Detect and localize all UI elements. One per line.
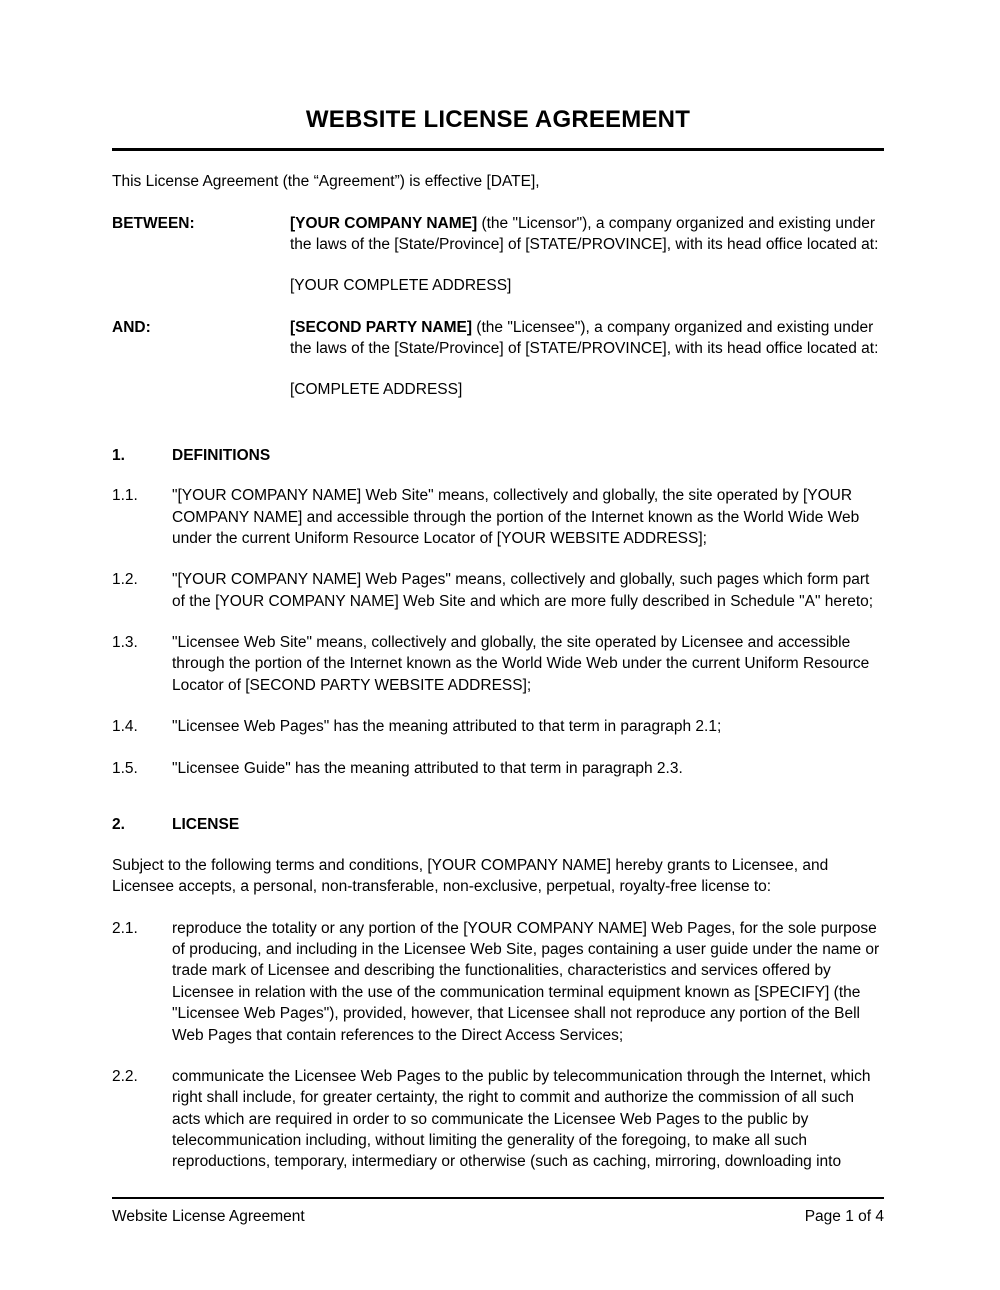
party-description-between bbox=[290, 213, 884, 256]
clause-number-2-2: 2.2. bbox=[112, 1067, 138, 1085]
clause-number-1-4: 1.4. bbox=[112, 718, 138, 736]
intro-paragraph: This License Agreement (the “Agreement”) is effective [DATE], bbox=[112, 172, 540, 190]
clause-number-1-2: 1.2. bbox=[112, 571, 138, 589]
section-heading-license bbox=[112, 816, 884, 834]
clause-1-2 bbox=[112, 569, 884, 612]
clause-1-5 bbox=[112, 758, 884, 779]
clause-text-1-1: "[YOUR COMPANY NAME] Web Site" means, collectively and globally, the site operated by [YOUR COMPANY NAME] and accessible through the portion of the Internet known as the World Wide Web under the current Uniform Resource Locator of [YOUR WEBSITE ADDRESS]; bbox=[172, 487, 860, 547]
section-2-lead-paragraph: Subject to the following terms and conditions, [YOUR COMPANY NAME] hereby grants to Licensee, and Licensee accepts, a personal, non-transferable, non-exclusive, perpetual, royalty-free license to: bbox=[112, 856, 829, 896]
clause-text-2-1: reproduce the totality or any portion of the [YOUR COMPANY NAME] Web Pages, for the sole purpose of producing, and including in the Licensee Web Site, pages containing a user guide under the name or trade mark of Licensee and describing the functionalities, characteristics and services offered by Licensee in relation with the use of the communication terminal equipment known as [SPECIFY] (the "Licensee Web Pages"), provided, however, that Licensee shall not reproduce any portion of the Bell Web Pages that contain references to the Direct Access Services; bbox=[172, 919, 880, 1044]
section-number-1: 1. bbox=[112, 447, 125, 465]
title-divider bbox=[112, 148, 884, 151]
footer-page-number: Page 1 of 4 bbox=[804, 1208, 884, 1225]
section-title-1: DEFINITIONS bbox=[172, 447, 271, 465]
clause-text-1-4: "Licensee Web Pages" has the meaning attributed to that term in paragraph 2.1; bbox=[172, 718, 722, 736]
footer-row bbox=[112, 1208, 884, 1226]
section-heading-definitions bbox=[112, 447, 884, 465]
clause-1-1 bbox=[112, 485, 884, 549]
clause-1-4 bbox=[112, 716, 884, 737]
party-row-and bbox=[112, 317, 884, 360]
party-body-licensee: (the "Licensee"), a company organized and existing under the laws of the [State/Province] of [STATE/PROVINCE], with its head office located at: bbox=[290, 319, 879, 358]
party-address-licensee: [COMPLETE ADDRESS] bbox=[290, 380, 463, 398]
clause-number-1-1: 1.1. bbox=[112, 487, 138, 505]
party-name-licensor: [YOUR COMPANY NAME] bbox=[290, 214, 478, 232]
clause-number-2-1: 2.1. bbox=[112, 919, 138, 937]
clause-text-2-2: communicate the Licensee Web Pages to the public by telecommunication through the Internet, which right shall include, for greater certainty, the right to commit and authorize the commission of all such acts which are required in order to so communicate the Licensee Web Pages to the public by telecommunication including, without limiting the generality of the foregoing, to make all such reproductions, temporary, intermediary or otherwise (such as caching, mirroring, downloading into bbox=[172, 1067, 871, 1171]
section-title-2: LICENSE bbox=[172, 815, 240, 833]
clause-text-1-5: "Licensee Guide" has the meaning attributed to that term in paragraph 2.3. bbox=[172, 759, 683, 777]
page-footer bbox=[112, 1197, 884, 1226]
party-label-and: AND: bbox=[112, 319, 151, 337]
document-content bbox=[112, 0, 884, 1173]
clause-2-1 bbox=[112, 918, 884, 1046]
section-number-2: 2. bbox=[112, 815, 125, 833]
party-row-between bbox=[112, 213, 884, 256]
clause-number-1-3: 1.3. bbox=[112, 634, 138, 652]
footer-divider bbox=[112, 1197, 884, 1199]
clause-number-1-5: 1.5. bbox=[112, 759, 138, 777]
party-address-licensor: [YOUR COMPLETE ADDRESS] bbox=[290, 276, 512, 294]
clause-1-3 bbox=[112, 632, 884, 696]
clause-text-1-2: "[YOUR COMPANY NAME] Web Pages" means, collectively and globally, such pages which form part of the [YOUR COMPANY NAME] Web Site and which are more fully described in Schedule "A" hereto; bbox=[172, 571, 874, 610]
clause-2-2 bbox=[112, 1066, 884, 1173]
page-title: WEBSITE LICENSE AGREEMENT bbox=[305, 106, 691, 133]
footer-document-name: Website License Agreement bbox=[112, 1208, 305, 1225]
clause-text-1-3: "Licensee Web Site" means, collectively and globally, the site operated by Licensee and accessible through the portion of the Internet known as the World Wide Web under the current Uniform Resource Locator of [SECOND PARTY WEBSITE ADDRESS]; bbox=[172, 634, 870, 694]
party-description-and bbox=[290, 317, 884, 360]
party-name-licensee: [SECOND PARTY NAME] bbox=[290, 319, 472, 337]
party-body-licensor: (the "Licensor"), a company organized and existing under the laws of the [State/Province] of [STATE/PROVINCE], with its head office located at: bbox=[290, 214, 879, 254]
party-label-between: BETWEEN: bbox=[112, 214, 195, 232]
